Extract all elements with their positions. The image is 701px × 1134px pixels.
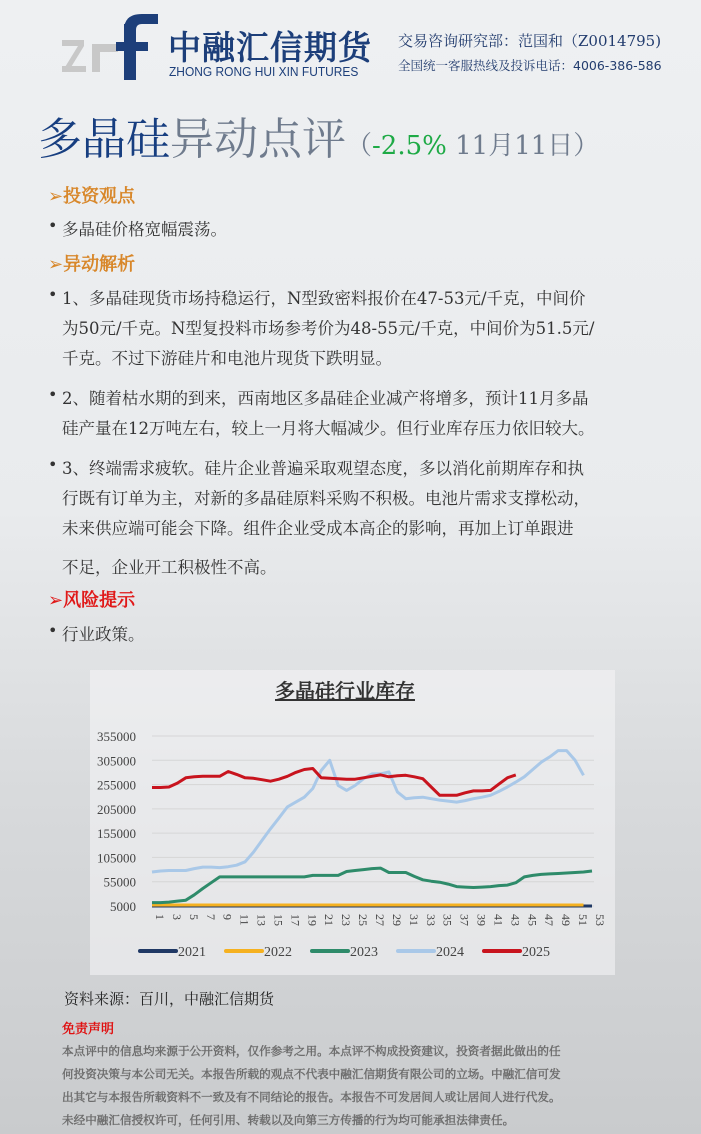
y-tick-label: 55000 xyxy=(103,874,136,890)
bullet-icon: • xyxy=(48,216,58,235)
x-tick-label: 47 xyxy=(542,914,557,926)
title-product: 多晶硅 xyxy=(38,114,170,165)
section-heading-risk: ➢风险提示 xyxy=(48,590,136,611)
x-tick-label: 41 xyxy=(491,914,506,926)
disclaimer-line: 未经中融汇信授权许可，任何引用、转载以及向第三方传播的行为均可能承担法律责任。 xyxy=(62,1113,515,1127)
section-heading-view: ➢投资观点 xyxy=(48,186,136,207)
x-tick-label: 39 xyxy=(474,914,489,926)
price-change: -2.5% xyxy=(372,131,447,161)
heading-text: 投资观点 xyxy=(63,186,136,207)
disclaimer-line: 何投资决策与本公司无关。本报告所载的观点不代表中融汇信期货有限公司的立场。中融汇信可发 xyxy=(62,1067,561,1081)
x-tick-label: 1 xyxy=(153,914,167,920)
x-tick-label: 17 xyxy=(288,914,303,926)
disclaimer-line: 出其它与本报告所载资料不一致及有不同结论的报告。本报告不可发居间人或让居间人进行代发。 xyxy=(62,1090,561,1104)
legend-label: 2024 xyxy=(436,945,464,960)
section-heading-analysis: ➢异动解析 xyxy=(48,254,136,275)
x-tick-label: 3 xyxy=(169,914,184,920)
x-tick-label: 45 xyxy=(525,914,540,926)
x-tick-label: 27 xyxy=(373,914,387,926)
legend-label: 2021 xyxy=(178,945,206,960)
chart-title: 多晶硅行业库存 xyxy=(275,679,415,703)
x-tick-label: 37 xyxy=(457,914,472,926)
analysis-line: 不足，企业开工积极性不高。 xyxy=(62,558,277,577)
title-text: 异动点评 xyxy=(170,114,346,165)
x-tick-label: 11 xyxy=(237,914,252,926)
x-tick-label: 23 xyxy=(339,914,354,926)
disclaimer-line: 本点评中的信息均来源于公开资料，仅作参考之用。本点评不构成投资建议，投资者据此做出的任 xyxy=(62,1044,561,1058)
y-tick-label: 255000 xyxy=(97,777,136,793)
heading-text: 风险提示 xyxy=(63,590,136,611)
analysis-line: 为50元/千克。N型复投料市场参考价为48-55元/千克，中间价为51.5元/ xyxy=(62,319,595,338)
bullet-icon: • xyxy=(48,385,58,404)
analysis-line: 硅产量在12万吨左右，较上一月将大幅减少。但行业库存压力依旧较大。 xyxy=(62,419,595,438)
brand-name-en: ZHONG RONG HUI XIN FUTURES xyxy=(169,64,359,79)
legend-label: 2022 xyxy=(264,945,292,960)
analysis-line: 2、随着枯水期的到来，西南地区多晶硅企业减产将增多，预计11月多晶 xyxy=(62,389,589,408)
analysis-line: 3、终端需求疲软。硅片企业普遍采取观望态度，多以消化前期库存和执 xyxy=(62,459,584,478)
title-date: 11月11日 xyxy=(446,131,574,161)
brand-name-cn: 中融汇信期货 xyxy=(168,28,372,67)
bullet-icon: • xyxy=(48,455,58,474)
analyst-info: 交易咨询研究部：范国和（Z0014795) xyxy=(398,32,662,50)
y-tick-label: 305000 xyxy=(97,753,136,769)
hotline-info: 全国统一客服热线及投诉电话：4006-386-586 xyxy=(398,58,662,73)
legend-label: 2023 xyxy=(350,945,378,960)
x-tick-label: 21 xyxy=(322,914,337,926)
x-tick-label: 43 xyxy=(508,914,523,926)
analysis-line: 千克。不过下游硅片和电池片现货下跌明显。 xyxy=(62,349,392,368)
y-tick-label: 155000 xyxy=(97,826,136,842)
bullet-icon: • xyxy=(48,285,58,304)
y-tick-label: 105000 xyxy=(97,850,136,866)
legend-label: 2025 xyxy=(522,945,550,960)
title-paren-close: ） xyxy=(573,131,600,161)
series-line-2024 xyxy=(152,751,584,872)
x-tick-label: 35 xyxy=(440,914,455,926)
view-text: 多晶硅价格宽幅震荡。 xyxy=(62,220,227,239)
disclaimer-title: 免责声明 xyxy=(62,1022,115,1037)
bullet-icon: • xyxy=(48,621,58,640)
x-tick-label: 53 xyxy=(593,914,607,926)
x-tick-label: 33 xyxy=(423,914,438,926)
x-tick-label: 51 xyxy=(576,914,591,926)
x-tick-label: 29 xyxy=(389,914,404,926)
x-tick-label: 31 xyxy=(406,914,421,926)
analysis-line: 1、多晶硅现货市场持稳运行，N型致密料报价在47-53元/千克，中间价 xyxy=(62,289,586,308)
title-paren-open: （ xyxy=(346,131,373,161)
risk-text: 行业政策。 xyxy=(62,625,145,644)
y-tick-label: 5000 xyxy=(110,899,136,914)
x-tick-label: 9 xyxy=(220,914,235,920)
x-tick-label: 49 xyxy=(559,914,574,926)
analysis-line: 未来供应端可能会下降。组件企业受成本高企的影响，再加上订单跟进 xyxy=(62,519,574,538)
x-tick-label: 19 xyxy=(305,914,320,926)
y-tick-label: 205000 xyxy=(97,801,136,817)
x-tick-label: 5 xyxy=(186,914,201,920)
series-line-2023 xyxy=(152,868,592,903)
analysis-line: 行既有订单为主，对新的多晶硅原料采购不积极。电池片需求支撑松动， xyxy=(62,489,590,508)
x-tick-label: 13 xyxy=(254,914,269,926)
page-title xyxy=(38,112,599,174)
heading-text: 异动解析 xyxy=(63,254,136,275)
x-tick-label: 7 xyxy=(203,914,218,920)
y-tick-label: 355000 xyxy=(97,729,136,744)
x-tick-label: 25 xyxy=(356,914,371,926)
x-tick-label: 15 xyxy=(271,914,286,926)
company-logo xyxy=(62,14,162,80)
data-source: 资料来源：百川，中融汇信期货 xyxy=(64,990,275,1008)
inventory-chart xyxy=(90,670,615,975)
